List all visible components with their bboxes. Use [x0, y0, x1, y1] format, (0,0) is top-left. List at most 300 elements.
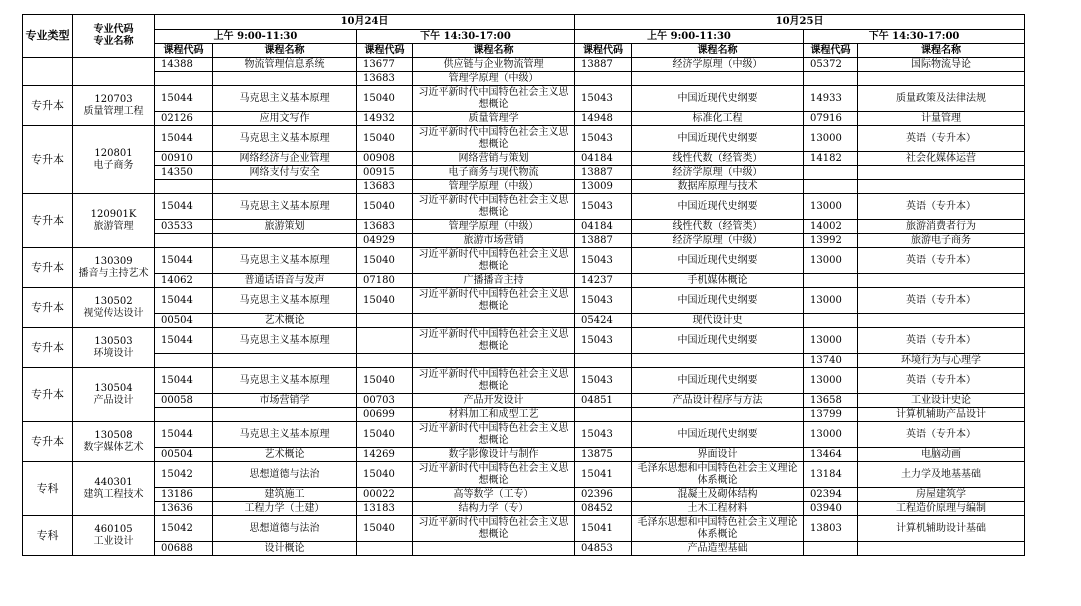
table-row	[23, 72, 1025, 86]
course-pm1-code-cell	[357, 328, 413, 354]
course-am2-name-cell: 中国近现代史纲要	[632, 368, 804, 394]
course-pm2-code-cell: 05372	[804, 58, 858, 72]
header-course-name: 课程名称	[413, 44, 575, 58]
course-am1-code-cell: 15044	[155, 368, 213, 394]
course-am2-code-cell: 14237	[575, 274, 632, 288]
course-pm1-code-cell	[357, 542, 413, 556]
table-row	[23, 462, 1025, 488]
course-am1-name-cell	[213, 180, 357, 194]
major-name: 质量管理工程	[83, 105, 144, 117]
course-pm2-name-cell: 英语（专升本）	[858, 248, 1025, 274]
course-am2-code-cell: 15041	[575, 462, 632, 488]
major-type-cell	[23, 58, 73, 86]
course-am1-name-cell: 网络支付与安全	[213, 166, 357, 180]
course-am2-name-cell: 毛泽东思想和中国特色社会主义理论体系概论	[632, 462, 804, 488]
course-pm2-code-cell: 02394	[804, 488, 858, 502]
course-pm1-code-cell: 00699	[357, 408, 413, 422]
major-type-cell: 专升本	[23, 328, 73, 368]
course-am1-code-cell: 15044	[155, 328, 213, 354]
course-am1-code-cell: 15044	[155, 194, 213, 220]
course-pm1-code-cell: 15040	[357, 516, 413, 542]
major-cell	[73, 462, 155, 516]
course-am2-name-cell: 中国近现代史纲要	[632, 194, 804, 220]
course-am1-code-cell: 03533	[155, 220, 213, 234]
major-name: 建筑工程技术	[83, 488, 144, 500]
course-pm1-name-cell: 电子商务与现代物流	[413, 166, 575, 180]
course-am2-code-cell: 04184	[575, 220, 632, 234]
course-pm2-name-cell: 计算机辅助产品设计	[858, 408, 1025, 422]
course-pm2-name-cell: 工业设计史论	[858, 394, 1025, 408]
course-pm2-name-cell	[858, 274, 1025, 288]
course-pm1-name-cell	[413, 314, 575, 328]
course-am2-code-cell: 15043	[575, 126, 632, 152]
major-cell	[73, 194, 155, 248]
course-pm2-name-cell: 英语（专升本）	[858, 368, 1025, 394]
table-row	[23, 126, 1025, 152]
course-am2-name-cell: 界面设计	[632, 448, 804, 462]
table-row	[23, 180, 1025, 194]
course-pm1-name-cell: 习近平新时代中国特色社会主义思想概论	[413, 288, 575, 314]
course-pm2-name-cell: 英语（专升本）	[858, 194, 1025, 220]
header-date-day1: 10月24日	[155, 15, 575, 30]
course-am2-name-cell	[632, 354, 804, 368]
course-pm2-code-cell	[804, 542, 858, 556]
course-pm1-name-cell	[413, 542, 575, 556]
course-am2-code-cell: 13875	[575, 448, 632, 462]
course-am2-code-cell: 08452	[575, 502, 632, 516]
course-pm2-code-cell: 13184	[804, 462, 858, 488]
course-pm1-code-cell: 04929	[357, 234, 413, 248]
course-pm2-code-cell: 13740	[804, 354, 858, 368]
course-am2-code-cell: 13009	[575, 180, 632, 194]
course-am1-code-cell: 14062	[155, 274, 213, 288]
major-name: 旅游管理	[93, 220, 134, 232]
major-name: 视觉传达设计	[83, 307, 144, 319]
course-am1-name-cell	[213, 408, 357, 422]
course-am2-name-cell: 线性代数（经管类）	[632, 220, 804, 234]
course-am1-name-cell: 物流管理信息系统	[213, 58, 357, 72]
major-code: 130508	[94, 429, 133, 441]
course-am2-name-cell: 产品造型基础	[632, 542, 804, 556]
course-am1-code-cell: 00058	[155, 394, 213, 408]
course-pm1-name-cell: 习近平新时代中国特色社会主义思想概论	[413, 462, 575, 488]
course-pm2-name-cell: 英语（专升本）	[858, 328, 1025, 354]
course-am2-code-cell: 04853	[575, 542, 632, 556]
course-am1-name-cell: 马克思主义基本原理	[213, 194, 357, 220]
course-pm1-name-cell: 产品开发设计	[413, 394, 575, 408]
table-row	[23, 274, 1025, 288]
course-pm1-name-cell: 习近平新时代中国特色社会主义思想概论	[413, 194, 575, 220]
table-row	[23, 220, 1025, 234]
table-row	[23, 488, 1025, 502]
major-code: 130502	[94, 295, 133, 307]
course-pm1-code-cell: 15040	[357, 194, 413, 220]
course-am2-name-cell: 线性代数（经管类）	[632, 152, 804, 166]
major-name: 电子商务	[93, 159, 134, 171]
course-am1-name-cell: 设计概论	[213, 542, 357, 556]
table-row	[23, 368, 1025, 394]
course-pm1-code-cell: 13677	[357, 58, 413, 72]
major-code: 120703	[94, 93, 133, 105]
course-am2-name-cell: 中国近现代史纲要	[632, 288, 804, 314]
course-pm1-code-cell: 07180	[357, 274, 413, 288]
course-am1-code-cell	[155, 354, 213, 368]
course-am2-name-cell: 混凝土及砌体结构	[632, 488, 804, 502]
course-pm2-code-cell	[804, 274, 858, 288]
table-row	[23, 502, 1025, 516]
course-am2-code-cell: 02396	[575, 488, 632, 502]
course-pm1-name-cell: 数字影像设计与制作	[413, 448, 575, 462]
course-pm2-name-cell: 房屋建筑学	[858, 488, 1025, 502]
course-pm2-name-cell: 计算机辅助设计基础	[858, 516, 1025, 542]
course-am1-code-cell: 15044	[155, 422, 213, 448]
course-pm2-code-cell: 13000	[804, 288, 858, 314]
course-am1-name-cell	[213, 72, 357, 86]
course-pm2-code-cell: 14182	[804, 152, 858, 166]
course-am1-code-cell: 13636	[155, 502, 213, 516]
course-am2-code-cell: 15041	[575, 516, 632, 542]
course-pm1-name-cell: 习近平新时代中国特色社会主义思想概论	[413, 126, 575, 152]
course-pm1-name-cell: 习近平新时代中国特色社会主义思想概论	[413, 86, 575, 112]
course-pm1-name-cell: 习近平新时代中国特色社会主义思想概论	[413, 516, 575, 542]
course-pm2-code-cell: 13803	[804, 516, 858, 542]
course-pm2-code-cell: 13992	[804, 234, 858, 248]
major-code: 130503	[94, 335, 133, 347]
course-am1-name-cell: 网络经济与企业管理	[213, 152, 357, 166]
course-pm2-name-cell: 英语（专升本）	[858, 288, 1025, 314]
course-am2-name-cell: 土木工程材料	[632, 502, 804, 516]
course-am2-code-cell: 13887	[575, 58, 632, 72]
table-row	[23, 516, 1025, 542]
header-course-name: 课程名称	[632, 44, 804, 58]
major-name: 播音与主持艺术	[78, 267, 149, 279]
course-am2-code-cell	[575, 354, 632, 368]
course-am2-code-cell: 15043	[575, 422, 632, 448]
course-am1-name-cell: 马克思主义基本原理	[213, 328, 357, 354]
course-pm2-name-cell: 旅游消费者行为	[858, 220, 1025, 234]
course-pm1-name-cell: 管理学原理（中级）	[413, 220, 575, 234]
course-pm2-name-cell: 质量政策及法律法规	[858, 86, 1025, 112]
course-am2-name-cell: 经济学原理（中级）	[632, 234, 804, 248]
course-pm2-name-cell: 环境行为与心理学	[858, 354, 1025, 368]
course-pm2-name-cell: 旅游电子商务	[858, 234, 1025, 248]
table-header	[23, 15, 1025, 58]
header-course-code: 课程代码	[804, 44, 858, 58]
course-pm1-code-cell: 13683	[357, 72, 413, 86]
course-am1-name-cell: 马克思主义基本原理	[213, 422, 357, 448]
course-am1-code-cell: 15044	[155, 248, 213, 274]
course-am1-name-cell: 市场营销学	[213, 394, 357, 408]
course-am1-name-cell: 应用文写作	[213, 112, 357, 126]
course-pm2-code-cell: 13000	[804, 194, 858, 220]
course-am1-name-cell: 马克思主义基本原理	[213, 288, 357, 314]
course-pm2-code-cell	[804, 166, 858, 180]
table-row	[23, 234, 1025, 248]
course-am1-name-cell	[213, 354, 357, 368]
course-am2-code-cell: 04851	[575, 394, 632, 408]
header-session-day1-am: 上午 9:00-11:30	[155, 30, 357, 44]
course-pm1-code-cell: 15040	[357, 422, 413, 448]
course-pm1-code-cell: 15040	[357, 248, 413, 274]
course-am1-name-cell: 艺术概论	[213, 448, 357, 462]
course-pm1-name-cell: 习近平新时代中国特色社会主义思想概论	[413, 422, 575, 448]
major-cell	[73, 368, 155, 422]
course-pm2-name-cell: 电脑动画	[858, 448, 1025, 462]
major-name: 工业设计	[93, 535, 134, 547]
course-pm2-name-cell: 工程造价原理与编制	[858, 502, 1025, 516]
table-row	[23, 408, 1025, 422]
course-pm2-code-cell: 13799	[804, 408, 858, 422]
course-am2-name-cell: 中国近现代史纲要	[632, 328, 804, 354]
course-pm1-name-cell: 旅游市场营销	[413, 234, 575, 248]
major-type-cell: 专升本	[23, 422, 73, 462]
major-code: 460105	[94, 523, 133, 535]
course-pm2-name-cell	[858, 542, 1025, 556]
course-am2-name-cell: 现代设计史	[632, 314, 804, 328]
course-am2-name-cell: 中国近现代史纲要	[632, 86, 804, 112]
course-pm1-code-cell: 15040	[357, 368, 413, 394]
table-row	[23, 112, 1025, 126]
course-am1-code-cell: 02126	[155, 112, 213, 126]
course-pm1-name-cell: 质量管理学	[413, 112, 575, 126]
major-type-cell: 专升本	[23, 194, 73, 248]
course-pm1-code-cell: 14269	[357, 448, 413, 462]
course-pm2-code-cell: 13000	[804, 422, 858, 448]
major-type-cell: 专科	[23, 462, 73, 516]
course-pm2-code-cell: 03940	[804, 502, 858, 516]
course-pm1-code-cell: 00908	[357, 152, 413, 166]
course-am1-code-cell	[155, 72, 213, 86]
course-pm2-code-cell: 07916	[804, 112, 858, 126]
table-row	[23, 394, 1025, 408]
course-pm1-code-cell: 15040	[357, 126, 413, 152]
major-code: 130309	[94, 255, 133, 267]
course-pm1-code-cell: 13683	[357, 180, 413, 194]
course-am2-code-cell	[575, 408, 632, 422]
major-type-cell: 专科	[23, 516, 73, 556]
table-row	[23, 288, 1025, 314]
course-am2-code-cell: 13887	[575, 166, 632, 180]
course-pm2-code-cell: 13000	[804, 126, 858, 152]
header-major-code-name	[73, 15, 155, 58]
course-pm1-code-cell: 00022	[357, 488, 413, 502]
course-am1-name-cell: 思想道德与法治	[213, 516, 357, 542]
major-cell	[73, 422, 155, 462]
major-cell	[73, 86, 155, 126]
major-type-cell: 专升本	[23, 86, 73, 126]
course-am1-code-cell: 14350	[155, 166, 213, 180]
header-session-day2-am: 上午 9:00-11:30	[575, 30, 804, 44]
course-pm2-code-cell: 13000	[804, 328, 858, 354]
header-major-code-label: 专业代码	[93, 24, 134, 35]
course-am1-name-cell: 旅游策划	[213, 220, 357, 234]
course-pm1-name-cell: 管理学原理（中级）	[413, 180, 575, 194]
header-session-day2-pm: 下午 14:30-17:00	[804, 30, 1025, 44]
major-cell	[73, 516, 155, 556]
header-course-code: 课程代码	[575, 44, 632, 58]
header-course-code: 课程代码	[357, 44, 413, 58]
course-pm2-code-cell: 13464	[804, 448, 858, 462]
course-pm1-code-cell: 15040	[357, 86, 413, 112]
course-am1-name-cell: 马克思主义基本原理	[213, 248, 357, 274]
header-course-name: 课程名称	[213, 44, 357, 58]
major-cell	[73, 126, 155, 194]
table-row	[23, 58, 1025, 72]
course-pm1-code-cell: 00915	[357, 166, 413, 180]
course-pm2-name-cell: 国际物流导论	[858, 58, 1025, 72]
course-pm2-name-cell: 英语（专升本）	[858, 126, 1025, 152]
course-pm1-code-cell: 14932	[357, 112, 413, 126]
header-major-type: 专业类型	[23, 15, 73, 58]
table-row	[23, 448, 1025, 462]
course-pm1-name-cell	[413, 354, 575, 368]
table-row	[23, 422, 1025, 448]
course-am1-name-cell: 艺术概论	[213, 314, 357, 328]
course-am1-name-cell	[213, 234, 357, 248]
course-pm1-name-cell: 网络营销与策划	[413, 152, 575, 166]
course-pm1-name-cell: 习近平新时代中国特色社会主义思想概论	[413, 248, 575, 274]
major-type-cell: 专升本	[23, 288, 73, 328]
course-am1-code-cell: 15042	[155, 516, 213, 542]
major-type-cell: 专升本	[23, 248, 73, 288]
course-pm2-name-cell	[858, 166, 1025, 180]
course-pm1-name-cell: 结构力学（专）	[413, 502, 575, 516]
course-pm1-code-cell: 15040	[357, 288, 413, 314]
course-am2-name-cell	[632, 408, 804, 422]
course-am1-code-cell: 15044	[155, 86, 213, 112]
course-pm2-name-cell	[858, 314, 1025, 328]
course-am2-name-cell: 产品设计程序与方法	[632, 394, 804, 408]
course-pm1-code-cell: 15040	[357, 462, 413, 488]
major-name: 数字媒体艺术	[83, 441, 144, 453]
header-major-name-label: 专业名称	[93, 36, 134, 47]
course-am2-name-cell: 中国近现代史纲要	[632, 248, 804, 274]
course-pm2-code-cell: 13000	[804, 248, 858, 274]
major-code: 120901K	[90, 208, 137, 220]
course-pm2-name-cell	[858, 72, 1025, 86]
major-name: 产品设计	[93, 394, 134, 406]
table-row	[23, 248, 1025, 274]
major-type-cell: 专升本	[23, 126, 73, 194]
course-pm1-code-cell	[357, 314, 413, 328]
course-am2-code-cell	[575, 72, 632, 86]
course-am1-code-cell: 13186	[155, 488, 213, 502]
course-pm2-name-cell: 计量管理	[858, 112, 1025, 126]
course-am2-name-cell: 中国近现代史纲要	[632, 126, 804, 152]
table-row	[23, 314, 1025, 328]
course-am2-code-cell: 15043	[575, 248, 632, 274]
course-am1-code-cell	[155, 234, 213, 248]
course-am2-code-cell: 05424	[575, 314, 632, 328]
course-am2-name-cell: 经济学原理（中级）	[632, 166, 804, 180]
course-pm1-name-cell: 习近平新时代中国特色社会主义思想概论	[413, 328, 575, 354]
course-am2-code-cell: 15043	[575, 194, 632, 220]
course-pm1-name-cell: 习近平新时代中国特色社会主义思想概论	[413, 368, 575, 394]
course-am1-name-cell: 马克思主义基本原理	[213, 368, 357, 394]
major-name: 环境设计	[93, 347, 134, 359]
course-am2-name-cell	[632, 72, 804, 86]
course-pm2-code-cell: 13000	[804, 368, 858, 394]
course-am2-name-cell: 数据库原理与技术	[632, 180, 804, 194]
course-am1-name-cell: 建筑施工	[213, 488, 357, 502]
table-row	[23, 328, 1025, 354]
course-pm1-name-cell: 管理学原理（中级）	[413, 72, 575, 86]
course-am2-name-cell: 手机媒体概论	[632, 274, 804, 288]
course-pm2-name-cell: 社会化媒体运营	[858, 152, 1025, 166]
course-am1-code-cell: 00688	[155, 542, 213, 556]
course-am1-code-cell: 15042	[155, 462, 213, 488]
course-pm2-code-cell	[804, 180, 858, 194]
course-am1-name-cell: 马克思主义基本原理	[213, 86, 357, 112]
table-row	[23, 152, 1025, 166]
course-am2-name-cell: 经济学原理（中级）	[632, 58, 804, 72]
major-code: 440301	[94, 476, 133, 488]
course-am2-code-cell: 04184	[575, 152, 632, 166]
course-am1-code-cell: 00504	[155, 314, 213, 328]
course-am2-code-cell: 14948	[575, 112, 632, 126]
course-am2-code-cell: 13887	[575, 234, 632, 248]
course-pm2-name-cell: 英语（专升本）	[858, 422, 1025, 448]
course-pm2-code-cell	[804, 314, 858, 328]
course-am1-name-cell: 马克思主义基本原理	[213, 126, 357, 152]
course-am2-code-cell: 15043	[575, 328, 632, 354]
header-session-day1-pm: 下午 14:30-17:00	[357, 30, 575, 44]
table-row	[23, 542, 1025, 556]
schedule-body	[23, 58, 1025, 556]
course-am1-code-cell	[155, 408, 213, 422]
course-am2-code-cell: 15043	[575, 368, 632, 394]
course-am2-name-cell: 标准化工程	[632, 112, 804, 126]
course-am1-code-cell	[155, 180, 213, 194]
table-row	[23, 194, 1025, 220]
course-am1-code-cell: 00504	[155, 448, 213, 462]
course-am2-code-cell: 15043	[575, 86, 632, 112]
course-am1-name-cell: 普通话语音与发声	[213, 274, 357, 288]
header-date-day2: 10月25日	[575, 15, 1025, 30]
course-am1-name-cell: 工程力学（土建）	[213, 502, 357, 516]
major-code: 120801	[94, 147, 133, 159]
course-am2-name-cell: 毛泽东思想和中国特色社会主义理论体系概论	[632, 516, 804, 542]
major-cell	[73, 248, 155, 288]
major-cell	[73, 288, 155, 328]
course-pm1-code-cell: 13683	[357, 220, 413, 234]
course-pm1-code-cell: 00703	[357, 394, 413, 408]
course-am1-code-cell: 15044	[155, 288, 213, 314]
course-pm1-code-cell	[357, 354, 413, 368]
course-am2-name-cell: 中国近现代史纲要	[632, 422, 804, 448]
course-pm2-code-cell	[804, 72, 858, 86]
course-pm1-name-cell: 材料加工和成型工艺	[413, 408, 575, 422]
course-am1-code-cell: 00910	[155, 152, 213, 166]
course-pm1-name-cell: 供应链与企业物流管理	[413, 58, 575, 72]
course-pm1-name-cell: 广播播音主持	[413, 274, 575, 288]
course-am1-code-cell: 14388	[155, 58, 213, 72]
course-pm2-code-cell: 13658	[804, 394, 858, 408]
major-code: 130504	[94, 382, 133, 394]
major-type-cell: 专升本	[23, 368, 73, 422]
course-am2-code-cell: 15043	[575, 288, 632, 314]
table-row	[23, 166, 1025, 180]
course-pm2-name-cell: 土力学及地基基础	[858, 462, 1025, 488]
exam-schedule-table	[22, 14, 1025, 556]
course-am1-name-cell: 思想道德与法治	[213, 462, 357, 488]
major-cell	[73, 328, 155, 368]
header-course-code: 课程代码	[155, 44, 213, 58]
course-am1-code-cell: 15044	[155, 126, 213, 152]
course-pm2-code-cell: 14002	[804, 220, 858, 234]
course-pm2-code-cell: 14933	[804, 86, 858, 112]
course-pm2-name-cell	[858, 180, 1025, 194]
